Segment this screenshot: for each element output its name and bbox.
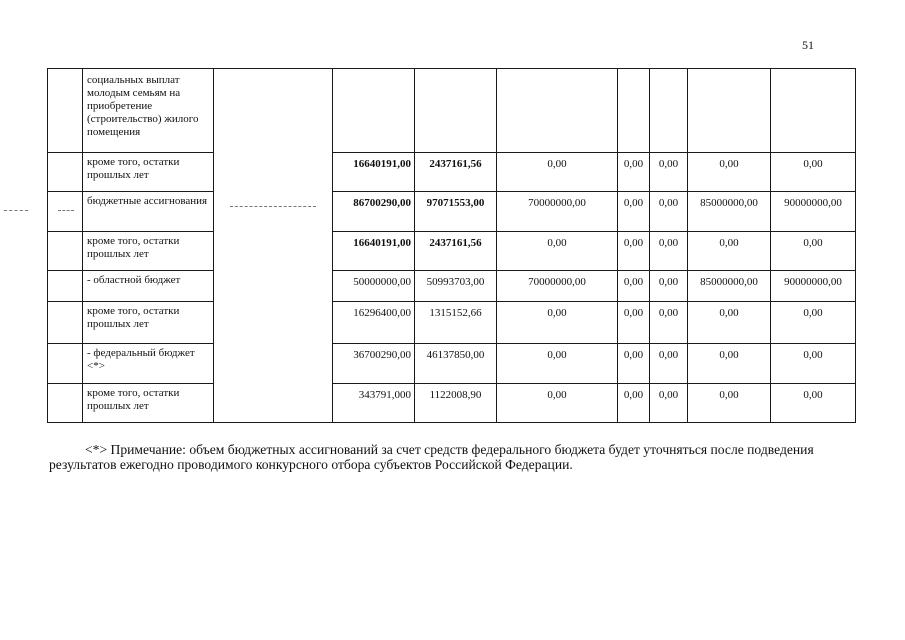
cell-value: 50000000,00 (333, 271, 415, 302)
cell-value: 0,00 (771, 153, 856, 192)
cell-value: 0,00 (618, 384, 650, 423)
cell-value: 85000000,00 (688, 271, 771, 302)
cell-value: 50993703,00 (415, 271, 497, 302)
cell-value (618, 69, 650, 153)
cell-value: 0,00 (618, 344, 650, 384)
row-label: - областной бюджет (83, 271, 214, 302)
cell-value: 0,00 (497, 232, 618, 271)
cell-value: 0,00 (771, 302, 856, 344)
table-row (48, 69, 856, 153)
cell-value (650, 69, 688, 153)
cell-value: 0,00 (771, 384, 856, 423)
cell-value (688, 69, 771, 153)
scan-artifact-line (230, 206, 316, 207)
cell-value: 0,00 (650, 384, 688, 423)
table-row (48, 192, 856, 232)
cell-value: 0,00 (650, 192, 688, 232)
cell-value: 1315152,66 (415, 302, 497, 344)
empty-cell (48, 69, 83, 153)
footnote: <*> Примечание: объем бюджетных ассигнований за счет средств федерального бюджета будет уточняться после подведения результатов ежегодно проводимого конкурсного отбора субъектов Российской Федерации. (49, 441, 814, 473)
row-label: социальных выплат молодым семьям на приобретение (строительство) жилого помещения (83, 69, 214, 153)
cell-value: 0,00 (688, 153, 771, 192)
table-row (48, 344, 856, 384)
row-label: бюджетные ассигнования (83, 192, 214, 232)
empty-cell (48, 384, 83, 423)
cell-value: 0,00 (497, 384, 618, 423)
cell-value: 70000000,00 (497, 192, 618, 232)
scan-artifact-line (4, 210, 28, 211)
table-row (48, 153, 856, 192)
cell-value: 0,00 (497, 344, 618, 384)
cell-value: 0,00 (497, 153, 618, 192)
cell-value: 2437161,56 (415, 232, 497, 271)
cell-value: 0,00 (771, 232, 856, 271)
empty-cell (48, 153, 83, 192)
budget-table (47, 68, 856, 423)
cell-value (497, 69, 618, 153)
cell-value: 0,00 (618, 232, 650, 271)
cell-value: 90000000,00 (771, 271, 856, 302)
row-label: кроме того, остатки прошлых лет (83, 153, 214, 192)
empty-cell (48, 302, 83, 344)
cell-value: 0,00 (650, 232, 688, 271)
cell-value (771, 69, 856, 153)
cell-value: 16296400,00 (333, 302, 415, 344)
cell-value: 90000000,00 (771, 192, 856, 232)
table-row (48, 232, 856, 271)
cell-value: 36700290,00 (333, 344, 415, 384)
row-label: кроме того, остатки прошлых лет (83, 384, 214, 423)
cell-value: 0,00 (497, 302, 618, 344)
cell-value: 85000000,00 (688, 192, 771, 232)
cell-value: 0,00 (650, 271, 688, 302)
cell-value: 0,00 (688, 344, 771, 384)
cell-value: 0,00 (618, 302, 650, 344)
cell-value: 0,00 (650, 153, 688, 192)
empty-cell (48, 192, 83, 232)
table-row (48, 302, 856, 344)
cell-value: 2437161,56 (415, 153, 497, 192)
scan-artifact-line (58, 210, 74, 211)
cell-value: 0,00 (650, 344, 688, 384)
cell-value: 0,00 (688, 302, 771, 344)
cell-value: 0,00 (688, 384, 771, 423)
empty-cell (48, 232, 83, 271)
merged-cell (214, 69, 333, 423)
cell-value: 86700290,00 (333, 192, 415, 232)
cell-value: 343791,000 (333, 384, 415, 423)
table-row (48, 384, 856, 423)
cell-value: 0,00 (688, 232, 771, 271)
table-row (48, 271, 856, 302)
row-label: - федеральный бюджет <*> (83, 344, 214, 384)
cell-value: 70000000,00 (497, 271, 618, 302)
cell-value: 0,00 (771, 344, 856, 384)
empty-cell (48, 271, 83, 302)
cell-value: 46137850,00 (415, 344, 497, 384)
empty-cell (48, 344, 83, 384)
cell-value: 1122008,90 (415, 384, 497, 423)
page-number: 51 (802, 38, 814, 52)
cell-value: 16640191,00 (333, 153, 415, 192)
cell-value: 0,00 (618, 192, 650, 232)
cell-value: 0,00 (618, 271, 650, 302)
row-label: кроме того, остатки прошлых лет (83, 302, 214, 344)
cell-value: 0,00 (618, 153, 650, 192)
cell-value (415, 69, 497, 153)
cell-value (333, 69, 415, 153)
row-label: кроме того, остатки прошлых лет (83, 232, 214, 271)
cell-value: 0,00 (650, 302, 688, 344)
cell-value: 97071553,00 (415, 192, 497, 232)
cell-value: 16640191,00 (333, 232, 415, 271)
